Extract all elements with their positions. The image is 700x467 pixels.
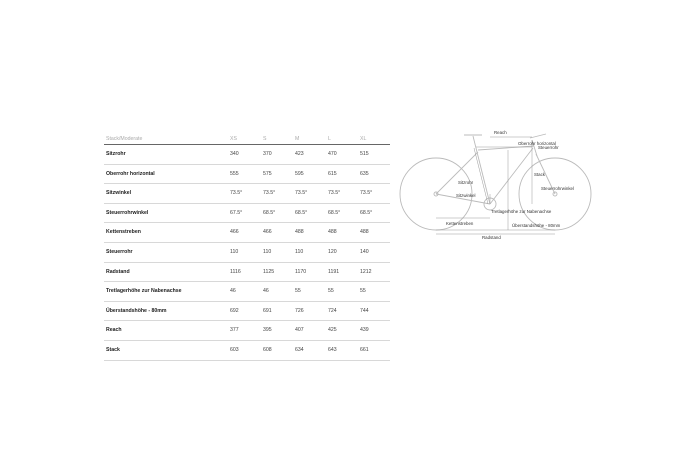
table-cell: 1125: [261, 262, 293, 282]
table-cell: 726: [293, 301, 326, 321]
row-label: Steuerrohrwinkel: [104, 203, 228, 223]
row-label: Kettenstreben: [104, 223, 228, 243]
row-label: Oberrohr horizontal: [104, 164, 228, 184]
table-cell: 120: [326, 242, 358, 262]
table-cell: 68.5°: [261, 203, 293, 223]
geometry-table: [104, 134, 390, 361]
table-cell: 661: [358, 340, 390, 360]
table-cell: 110: [261, 242, 293, 262]
table-cell: 73.5°: [261, 184, 293, 204]
table-cell: 615: [326, 164, 358, 184]
label-ueberstand: Überstandshöhe - 80mm: [512, 223, 561, 228]
table-row: [104, 145, 390, 165]
table-cell: 692: [228, 301, 261, 321]
table-cell: 635: [358, 164, 390, 184]
table-cell: 595: [293, 164, 326, 184]
table-cell: 140: [358, 242, 390, 262]
row-label: Steuerrohr: [104, 242, 228, 262]
table-row: [104, 301, 390, 321]
table-row: [104, 184, 390, 204]
row-label: Sitzrohr: [104, 145, 228, 165]
table-cell: 55: [293, 282, 326, 302]
table-cell: 73.5°: [326, 184, 358, 204]
table-cell: 744: [358, 301, 390, 321]
table-row: [104, 203, 390, 223]
table-cell: 634: [293, 340, 326, 360]
table-cell: 73.5°: [228, 184, 261, 204]
table-cell: 608: [261, 340, 293, 360]
row-label: Reach: [104, 321, 228, 341]
table-cell: 488: [293, 223, 326, 243]
table-row: [104, 262, 390, 282]
table-cell: 73.5°: [293, 184, 326, 204]
row-label: Stack: [104, 340, 228, 360]
column-header-m: M: [293, 134, 326, 145]
seat-tube: [476, 148, 490, 204]
label-steuerrohrwinkel: Steuerrohrwinkel: [541, 186, 574, 191]
table-cell: 1212: [358, 262, 390, 282]
label-stack: Stack: [534, 172, 545, 177]
bike-geometry-diagram: [396, 126, 608, 252]
column-header-xs: XS: [228, 134, 261, 145]
label-radstand: Radstand: [482, 235, 501, 240]
handlebar: [530, 134, 546, 138]
table-cell: 68.5°: [293, 203, 326, 223]
table-cell: 488: [326, 223, 358, 243]
table-cell: 55: [326, 282, 358, 302]
table-cell: 439: [358, 321, 390, 341]
table-cell: 68.5°: [358, 203, 390, 223]
table-cell: 488: [358, 223, 390, 243]
table-cell: 377: [228, 321, 261, 341]
top-tube: [478, 146, 534, 150]
table-cell: 407: [293, 321, 326, 341]
table-cell: 55: [358, 282, 390, 302]
row-label: Radstand: [104, 262, 228, 282]
table-cell: 1170: [293, 262, 326, 282]
seatpost: [473, 136, 476, 148]
table-header-row: [104, 134, 390, 145]
label-sitzwinkel: Sitzwinkel: [456, 193, 476, 198]
row-label: Tretlagerhöhe zur Nabenachse: [104, 282, 228, 302]
table-cell: 370: [261, 145, 293, 165]
row-label: Sitzwinkel: [104, 184, 228, 204]
row-label: Überstandshöhe - 80mm: [104, 301, 228, 321]
label-kettenstreben: Kettenstreben: [446, 221, 474, 226]
table-cell: 603: [228, 340, 261, 360]
table-cell: 470: [326, 145, 358, 165]
table-row: [104, 242, 390, 262]
label-reach: Reach: [494, 130, 507, 135]
table-row: [104, 321, 390, 341]
table-row: [104, 164, 390, 184]
label-steuerrohr: Steuerrohr: [538, 145, 559, 150]
label-oberrohr: Oberrohr horizontal: [518, 141, 556, 146]
table-row: [104, 282, 390, 302]
table-cell: 466: [261, 223, 293, 243]
table-cell: 68.5°: [326, 203, 358, 223]
table-cell: 643: [326, 340, 358, 360]
table-cell: 425: [326, 321, 358, 341]
seat-tube-dimension: [474, 148, 488, 204]
table-cell: 110: [228, 242, 261, 262]
geometry-table-container: [104, 134, 390, 361]
table-cell: 46: [228, 282, 261, 302]
table-cell: 691: [261, 301, 293, 321]
column-header-xl: XL: [358, 134, 390, 145]
table-cell: 575: [261, 164, 293, 184]
table-cell: 395: [261, 321, 293, 341]
table-row: [104, 340, 390, 360]
column-header-label: Stack/Moderate: [104, 134, 228, 145]
table-cell: 1116: [228, 262, 261, 282]
table-cell: 1191: [326, 262, 358, 282]
column-header-s: S: [261, 134, 293, 145]
table-cell: 340: [228, 145, 261, 165]
label-sitzrohr: Sitzrohr: [458, 180, 474, 185]
table-cell: 466: [228, 223, 261, 243]
table-cell: 515: [358, 145, 390, 165]
table-cell: 555: [228, 164, 261, 184]
table-cell: 67.5°: [228, 203, 261, 223]
table-row: [104, 223, 390, 243]
down-tube: [490, 148, 533, 204]
table-cell: 46: [261, 282, 293, 302]
table-cell: 110: [293, 242, 326, 262]
table-cell: 423: [293, 145, 326, 165]
table-cell: 724: [326, 301, 358, 321]
table-cell: 73.5°: [358, 184, 390, 204]
label-tretlager: Tretlagerhöhe zur Nabenachse: [491, 209, 552, 214]
column-header-l: L: [326, 134, 358, 145]
bike-geometry-svg: [396, 126, 608, 252]
